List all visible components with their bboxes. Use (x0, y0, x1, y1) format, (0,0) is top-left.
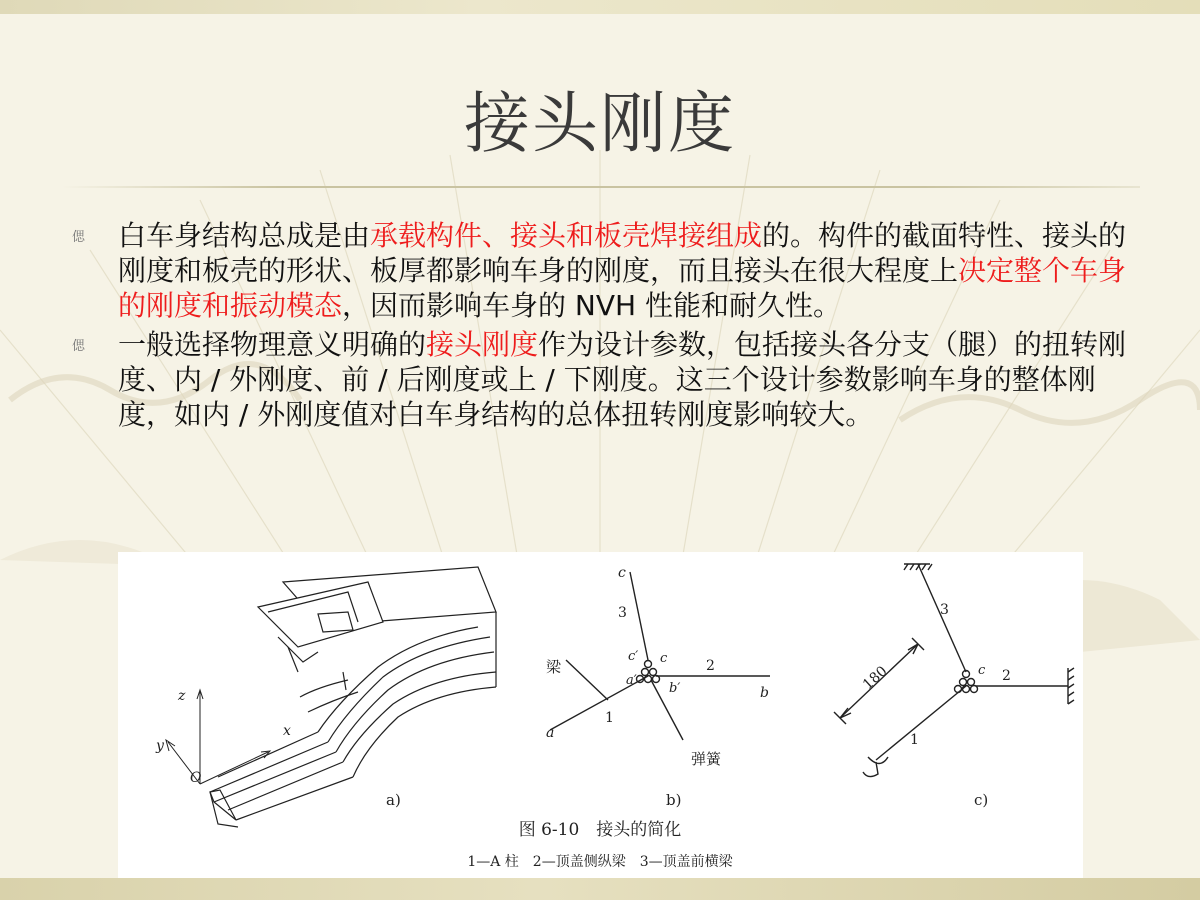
beam-label: 梁 (546, 658, 562, 676)
point-c-label: c (618, 565, 626, 581)
joint-beam-model-c (834, 564, 1074, 777)
bullet-list (70, 218, 1130, 436)
point-a-label: a (546, 725, 555, 741)
bullet-text: ，因而影响车身的 NVH 性能和耐久性。 (342, 289, 841, 322)
figure-legend: 1—A 柱 2—顶盖侧纵梁 3—顶盖前横梁 (467, 854, 733, 870)
axis-z-label: z (178, 688, 186, 704)
subfigure-a-label: a) (386, 791, 401, 809)
bullet-item (70, 218, 1130, 323)
title-divider (62, 186, 1140, 188)
axis-arrows (166, 690, 270, 784)
bullet-text: 一般选择物理意义明确的 (118, 328, 427, 361)
dimension-180-label: 180 (859, 663, 891, 693)
member-1-label: 1 (910, 732, 919, 748)
member-2-label: 2 (706, 658, 715, 674)
axis-y-label: y (156, 738, 164, 754)
highlight-text: 接头刚度 (426, 328, 539, 361)
bullet-text: 作为设计参数，包括接头各分支（腿）的扭转刚度、内 / 外刚度、前 / 后刚度或上 / 下刚度。这三个设计参数影响车身的整体刚度，如内 / 外刚度值对白车身结构的总体扭转刚度影响较大。 (118, 328, 1127, 431)
point-b-label: b (760, 685, 769, 701)
origin-label: O (190, 770, 202, 786)
point-a-prime-label: a′ (626, 673, 637, 688)
member-2-label: 2 (1002, 668, 1011, 684)
slide-title: 接头刚度 (464, 85, 736, 162)
highlight-text: 承载构件、接头和板壳焊接组成 (370, 219, 763, 252)
member-1-label: 1 (605, 710, 614, 726)
bullet-item (70, 327, 1130, 432)
subfigure-b-label: b) (666, 791, 682, 809)
point-c-prime-label: c′ (628, 649, 639, 664)
axis-x-label: x (283, 723, 291, 739)
bottom-decor-band (0, 878, 1200, 900)
bullet-text: 白车身结构总成是由 (118, 219, 371, 252)
point-c2-label: c (660, 651, 668, 666)
spring-label: 弹簧 (691, 750, 722, 768)
bullet-text: 的。构件的截面特性、接头的刚度和板壳的形状、板厚都影响车身的刚度，而且接头在很大程度上 (118, 219, 1127, 287)
subfigure-c-label: c) (974, 791, 989, 809)
bullet-marker: 偲 (72, 339, 86, 354)
point-c-label: c (978, 663, 986, 678)
member-3-label: 3 (940, 602, 949, 618)
highlight-text: 决定整个车身的刚度和振动模态 (118, 254, 1127, 322)
point-b-prime-label: b′ (669, 681, 681, 696)
joint-simplification-figure (118, 552, 1083, 878)
bullet-marker: 偲 (72, 230, 86, 245)
member-3-label: 3 (618, 605, 627, 621)
figure-caption: 图 6-10 接头的简化 (518, 820, 682, 840)
joint-3d-sketch (210, 567, 496, 827)
